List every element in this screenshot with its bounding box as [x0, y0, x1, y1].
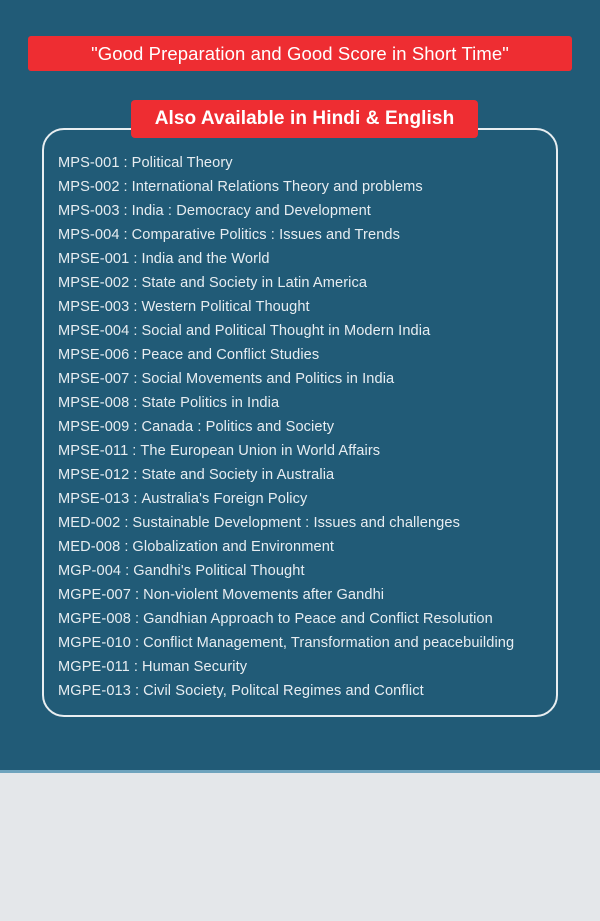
course-code: MGPE-011	[58, 659, 130, 675]
course-separator: :	[123, 203, 128, 219]
course-list-item	[58, 683, 558, 707]
course-title: Gandhian Approach to Peace and Conflict Resolution	[143, 611, 493, 627]
course-code: MGPE-007	[58, 587, 131, 603]
course-title: Australia's Foreign Policy	[141, 491, 308, 507]
course-title: State and Society in Latin America	[141, 275, 368, 291]
course-code: MPSE-001	[58, 251, 130, 267]
course-separator: :	[133, 299, 138, 315]
course-title: Sustainable Development : Issues and challenges	[132, 515, 460, 531]
course-separator: :	[135, 635, 140, 651]
course-title: Globalization and Environment	[132, 539, 335, 555]
course-list-item	[58, 635, 558, 659]
course-list-item	[58, 275, 558, 299]
course-list	[58, 155, 558, 707]
course-separator: :	[123, 155, 128, 171]
course-separator: :	[135, 611, 140, 627]
course-separator: :	[123, 179, 128, 195]
course-code: MED-008	[58, 539, 121, 555]
course-separator: :	[133, 275, 138, 291]
footer	[0, 773, 600, 921]
course-title: Western Political Thought	[141, 299, 310, 315]
course-title: The European Union in World Affairs	[140, 443, 381, 459]
course-code: MGP-004	[58, 563, 122, 579]
course-separator: :	[133, 395, 138, 411]
quote-banner-text: "Good Preparation and Good Score in Short Time"	[91, 42, 509, 64]
course-list-item	[58, 539, 558, 563]
course-separator: :	[133, 467, 138, 483]
course-list-item	[58, 659, 558, 683]
course-title: Social Movements and Politics in India	[141, 371, 395, 387]
course-list-item	[58, 323, 558, 347]
course-separator: :	[135, 587, 140, 603]
course-separator: :	[133, 491, 138, 507]
course-title: Political Theory	[131, 155, 233, 171]
course-code: MPSE-006	[58, 347, 130, 363]
course-list-item	[58, 347, 558, 371]
course-title: India : Democracy and Development	[131, 203, 371, 219]
course-list-item	[58, 179, 558, 203]
course-separator: :	[133, 419, 138, 435]
course-list-item	[58, 443, 558, 467]
course-separator: :	[133, 659, 138, 675]
course-list-item	[58, 299, 558, 323]
course-separator: :	[132, 443, 137, 459]
course-separator: :	[125, 563, 130, 579]
course-code: MPS-002	[58, 179, 120, 195]
course-code: MGPE-010	[58, 635, 131, 651]
course-title: Canada : Politics and Society	[141, 419, 335, 435]
course-title: Civil Society, Politcal Regimes and Conflict	[143, 683, 424, 699]
course-code: MPSE-011	[58, 443, 129, 459]
course-code: MPS-001	[58, 155, 120, 171]
course-title: Comparative Politics : Issues and Trends	[131, 227, 401, 243]
course-title: Gandhi's Political Thought	[133, 563, 305, 579]
course-list-item	[58, 371, 558, 395]
course-list-item	[58, 251, 558, 275]
course-code: MPSE-007	[58, 371, 130, 387]
course-code: MED-002	[58, 515, 121, 531]
course-code: MGPE-013	[58, 683, 131, 699]
course-code: MPSE-008	[58, 395, 130, 411]
course-code: MPSE-009	[58, 419, 130, 435]
course-title: State and Society in Australia	[141, 467, 335, 483]
course-code: MPS-003	[58, 203, 120, 219]
course-code: MPSE-012	[58, 467, 130, 483]
course-code: MPS-004	[58, 227, 120, 243]
course-title: Peace and Conflict Studies	[141, 347, 320, 363]
course-title: Human Security	[141, 659, 248, 675]
course-list-item	[58, 419, 558, 443]
course-list-item	[58, 155, 558, 179]
course-list-item	[58, 563, 558, 587]
quote-banner	[28, 36, 572, 71]
course-title: Conflict Management, Transformation and peacebuilding	[143, 635, 515, 651]
course-separator: :	[133, 371, 138, 387]
course-code: MPSE-003	[58, 299, 130, 315]
course-title: International Relations Theory and problems	[131, 179, 423, 195]
course-separator: :	[135, 683, 140, 699]
availability-badge-text: Also Available in Hindi & English	[154, 108, 455, 129]
course-separator: :	[123, 227, 128, 243]
course-code: MGPE-008	[58, 611, 131, 627]
course-separator: :	[133, 347, 138, 363]
course-list-item	[58, 491, 558, 515]
course-code: MPSE-013	[58, 491, 130, 507]
course-code: MPSE-004	[58, 323, 130, 339]
course-separator: :	[133, 251, 138, 267]
course-list-item	[58, 611, 558, 635]
course-separator: :	[133, 323, 138, 339]
course-list-item	[58, 515, 558, 539]
course-list-item	[58, 203, 558, 227]
course-title: India and the World	[141, 251, 270, 267]
course-list-item	[58, 467, 558, 491]
course-list-item	[58, 227, 558, 251]
course-title: Social and Political Thought in Modern India	[141, 323, 431, 339]
course-title: State Politics in India	[141, 395, 280, 411]
course-code: MPSE-002	[58, 275, 130, 291]
availability-badge	[131, 100, 478, 138]
course-separator: :	[124, 515, 129, 531]
course-separator: :	[124, 539, 129, 555]
course-list-item	[58, 395, 558, 419]
course-title: Non-violent Movements after Gandhi	[143, 587, 385, 603]
course-list-item	[58, 587, 558, 611]
